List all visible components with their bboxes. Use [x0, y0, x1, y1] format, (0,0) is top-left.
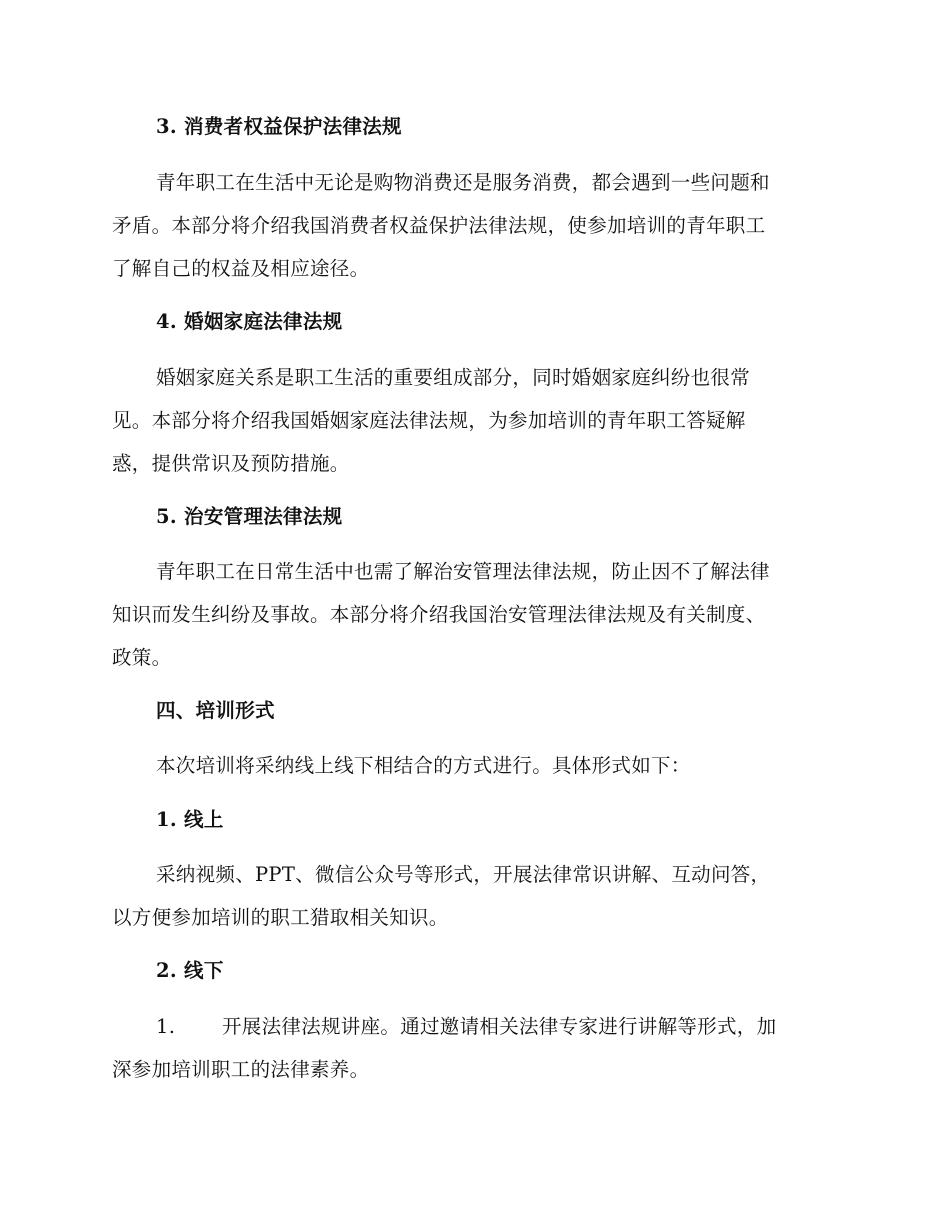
paragraph-line: 见。本部分将介绍我国婚姻家庭法律法规，为参加培训的青年职工答疑解 — [112, 409, 746, 432]
paragraph-line: 婚姻家庭关系是职工生活的重要组成部分，同时婚姻家庭纠纷也很常 — [156, 366, 751, 389]
part-heading: 四、培训形式 — [156, 699, 275, 722]
section-heading: 5. 治安管理法律法规 — [156, 505, 343, 528]
paragraph-line: 以方便参加培训的职工猎取相关知识。 — [112, 906, 449, 929]
paragraph-line: 深参加培训职工的法律素养。 — [112, 1058, 370, 1081]
numbered-list-item — [156, 1014, 776, 1040]
paragraph-line: 政策。 — [112, 646, 172, 669]
paragraph-line: 采纳视频、PPT、微信公众号等形式，开展法律常识讲解、互动问答， — [156, 863, 771, 886]
paragraph-line: 青年职工在生活中无论是购物消费还是服务消费，都会遇到一些问题和 — [156, 171, 770, 194]
paragraph-line: 知识而发生纠纷及事故。本部分将介绍我国治安管理法律法规及有关制度、 — [112, 603, 766, 626]
paragraph-line: 开展法律法规讲座。通过邀请相关法律专家进行讲解等形式，加 — [222, 1015, 777, 1038]
paragraph-line: 矛盾。本部分将介绍我国消费者权益保护法律法规，使参加培训的青年职工 — [112, 214, 766, 237]
section-heading: 4. 婚姻家庭法律法规 — [156, 310, 343, 333]
section-heading: 3. 消费者权益保护法律法规 — [156, 115, 402, 138]
paragraph-line: 本次培训将采纳线上线下相结合的方式进行。具体形式如下： — [156, 754, 691, 777]
subsection-heading: 2. 线下 — [156, 959, 224, 982]
paragraph-line: 了解自己的权益及相应途径。 — [112, 257, 370, 280]
list-number: 1. — [156, 1015, 176, 1038]
paragraph-line: 惑，提供常识及预防措施。 — [112, 452, 350, 475]
subsection-heading: 1. 线上 — [156, 808, 224, 831]
paragraph-line: 青年职工在日常生活中也需了解治安管理法律法规，防止因不了解法律 — [156, 560, 770, 583]
